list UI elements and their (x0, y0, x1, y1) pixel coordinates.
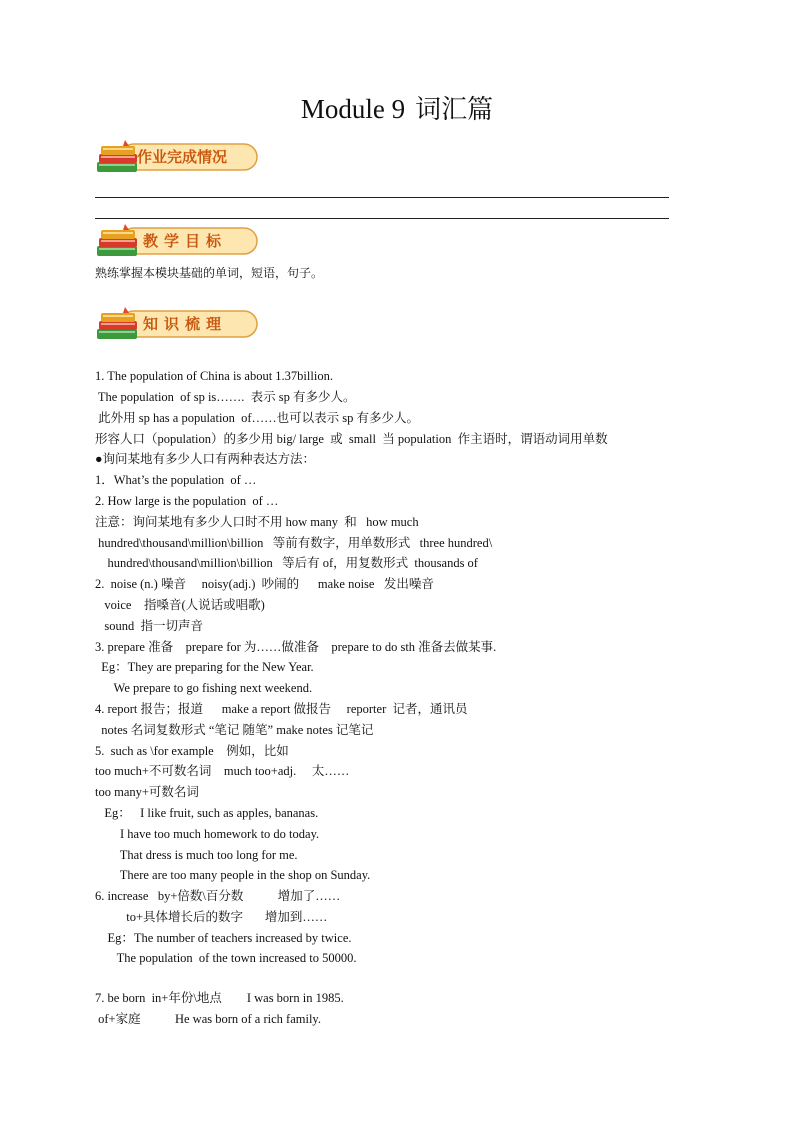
body-line: Eg：The number of teachers increased by twice. (95, 931, 352, 945)
body-line: Eg： I like fruit, such as apples, bananas. (95, 806, 319, 820)
body-line: I have too much homework to do today. (95, 827, 320, 841)
section-banner-homework (95, 138, 261, 178)
body-line: ●询问某地有多少人口有两种表达方法： (95, 452, 316, 466)
body-line: of+家庭 He was born of a rich family. (95, 1012, 321, 1026)
body-line: too much+不可数名词 much too+adj. 太…… (95, 764, 350, 778)
body-line: There are too many people in the shop on Sunday. (95, 868, 371, 882)
body-line: 4. report 报告；报道 make a report 做报告 reporter 记者，通讯员 (95, 702, 468, 716)
body-line: too many+可数名词 (95, 785, 199, 799)
section-banner-text: 作业完成情况 (137, 148, 228, 166)
page-title (0, 92, 794, 127)
body-line: The population of sp is……. 表示 sp 有多少人。 (95, 390, 356, 404)
body-line: 此外用 sp has a population of……也可以表示 sp 有多少人。 (95, 411, 419, 425)
body-line: 2. noise (n.) 噪音 noisy(adj.) 吵闹的 make noise 发出噪音 (95, 577, 434, 591)
body-line: That dress is much too long for me. (95, 848, 298, 862)
answer-line-2 (95, 218, 669, 219)
body-line: We prepare to go fishing next weekend. (95, 681, 313, 695)
body-line: 注意：询问某地有多少人口时不用 how many 和 how much (95, 515, 419, 529)
objective-text: 熟练掌握本模块基础的单词，短语，句子。 (95, 266, 324, 280)
body-line: 3. prepare 准备 prepare for 为……做准备 prepare to do sth 准备去做某事. (95, 640, 497, 654)
body-line: 7. be born in+年份\地点 I was born in 1985. (95, 991, 344, 1005)
section-banner-text: 知识梳理 (143, 315, 228, 333)
body-line: notes 名词复数形式 “笔记 随笔” make notes 记笔记 (95, 723, 374, 737)
body-line: 5. such as \for example 例如，比如 (95, 744, 289, 758)
body-line: 2. How large is the population of … (95, 494, 279, 508)
body-line: The population of the town increased to 50000. (95, 951, 357, 965)
body-line: hundred\thousand\million\billion 等后有 of，用复数形式 thousands of (95, 556, 478, 570)
body-line: 6. increase by+倍数\百分数 增加了…… (95, 889, 341, 903)
body-line: 1．What’s the population of … (95, 473, 257, 487)
page-title-cjk: 词汇篇 (415, 95, 494, 125)
body-line: voice 指嗓音(人说话或唱歌) (95, 598, 265, 612)
page-title-main: Module 9 (300, 94, 406, 124)
body-line: 形容人口（population）的多少用 big/ large 或 small 当 population 作主语时，谓语动词用单数 (95, 432, 608, 446)
body-line: hundred\thousand\million\billion 等前有数字，用单数形式 three hundred\ (95, 536, 493, 550)
section-banner-objectives (95, 222, 261, 262)
body-line: Eg：They are preparing for the New Year. (95, 660, 314, 674)
body-line: 1. The population of China is about 1.37billion. (95, 369, 333, 383)
answer-line-1 (95, 197, 669, 198)
body-line: sound 指一切声音 (95, 619, 203, 633)
body-line: to+具体增长后的数字 增加到…… (95, 910, 328, 924)
section-banner-text: 教学目标 (143, 232, 228, 250)
section-banner-knowledge (95, 305, 261, 345)
